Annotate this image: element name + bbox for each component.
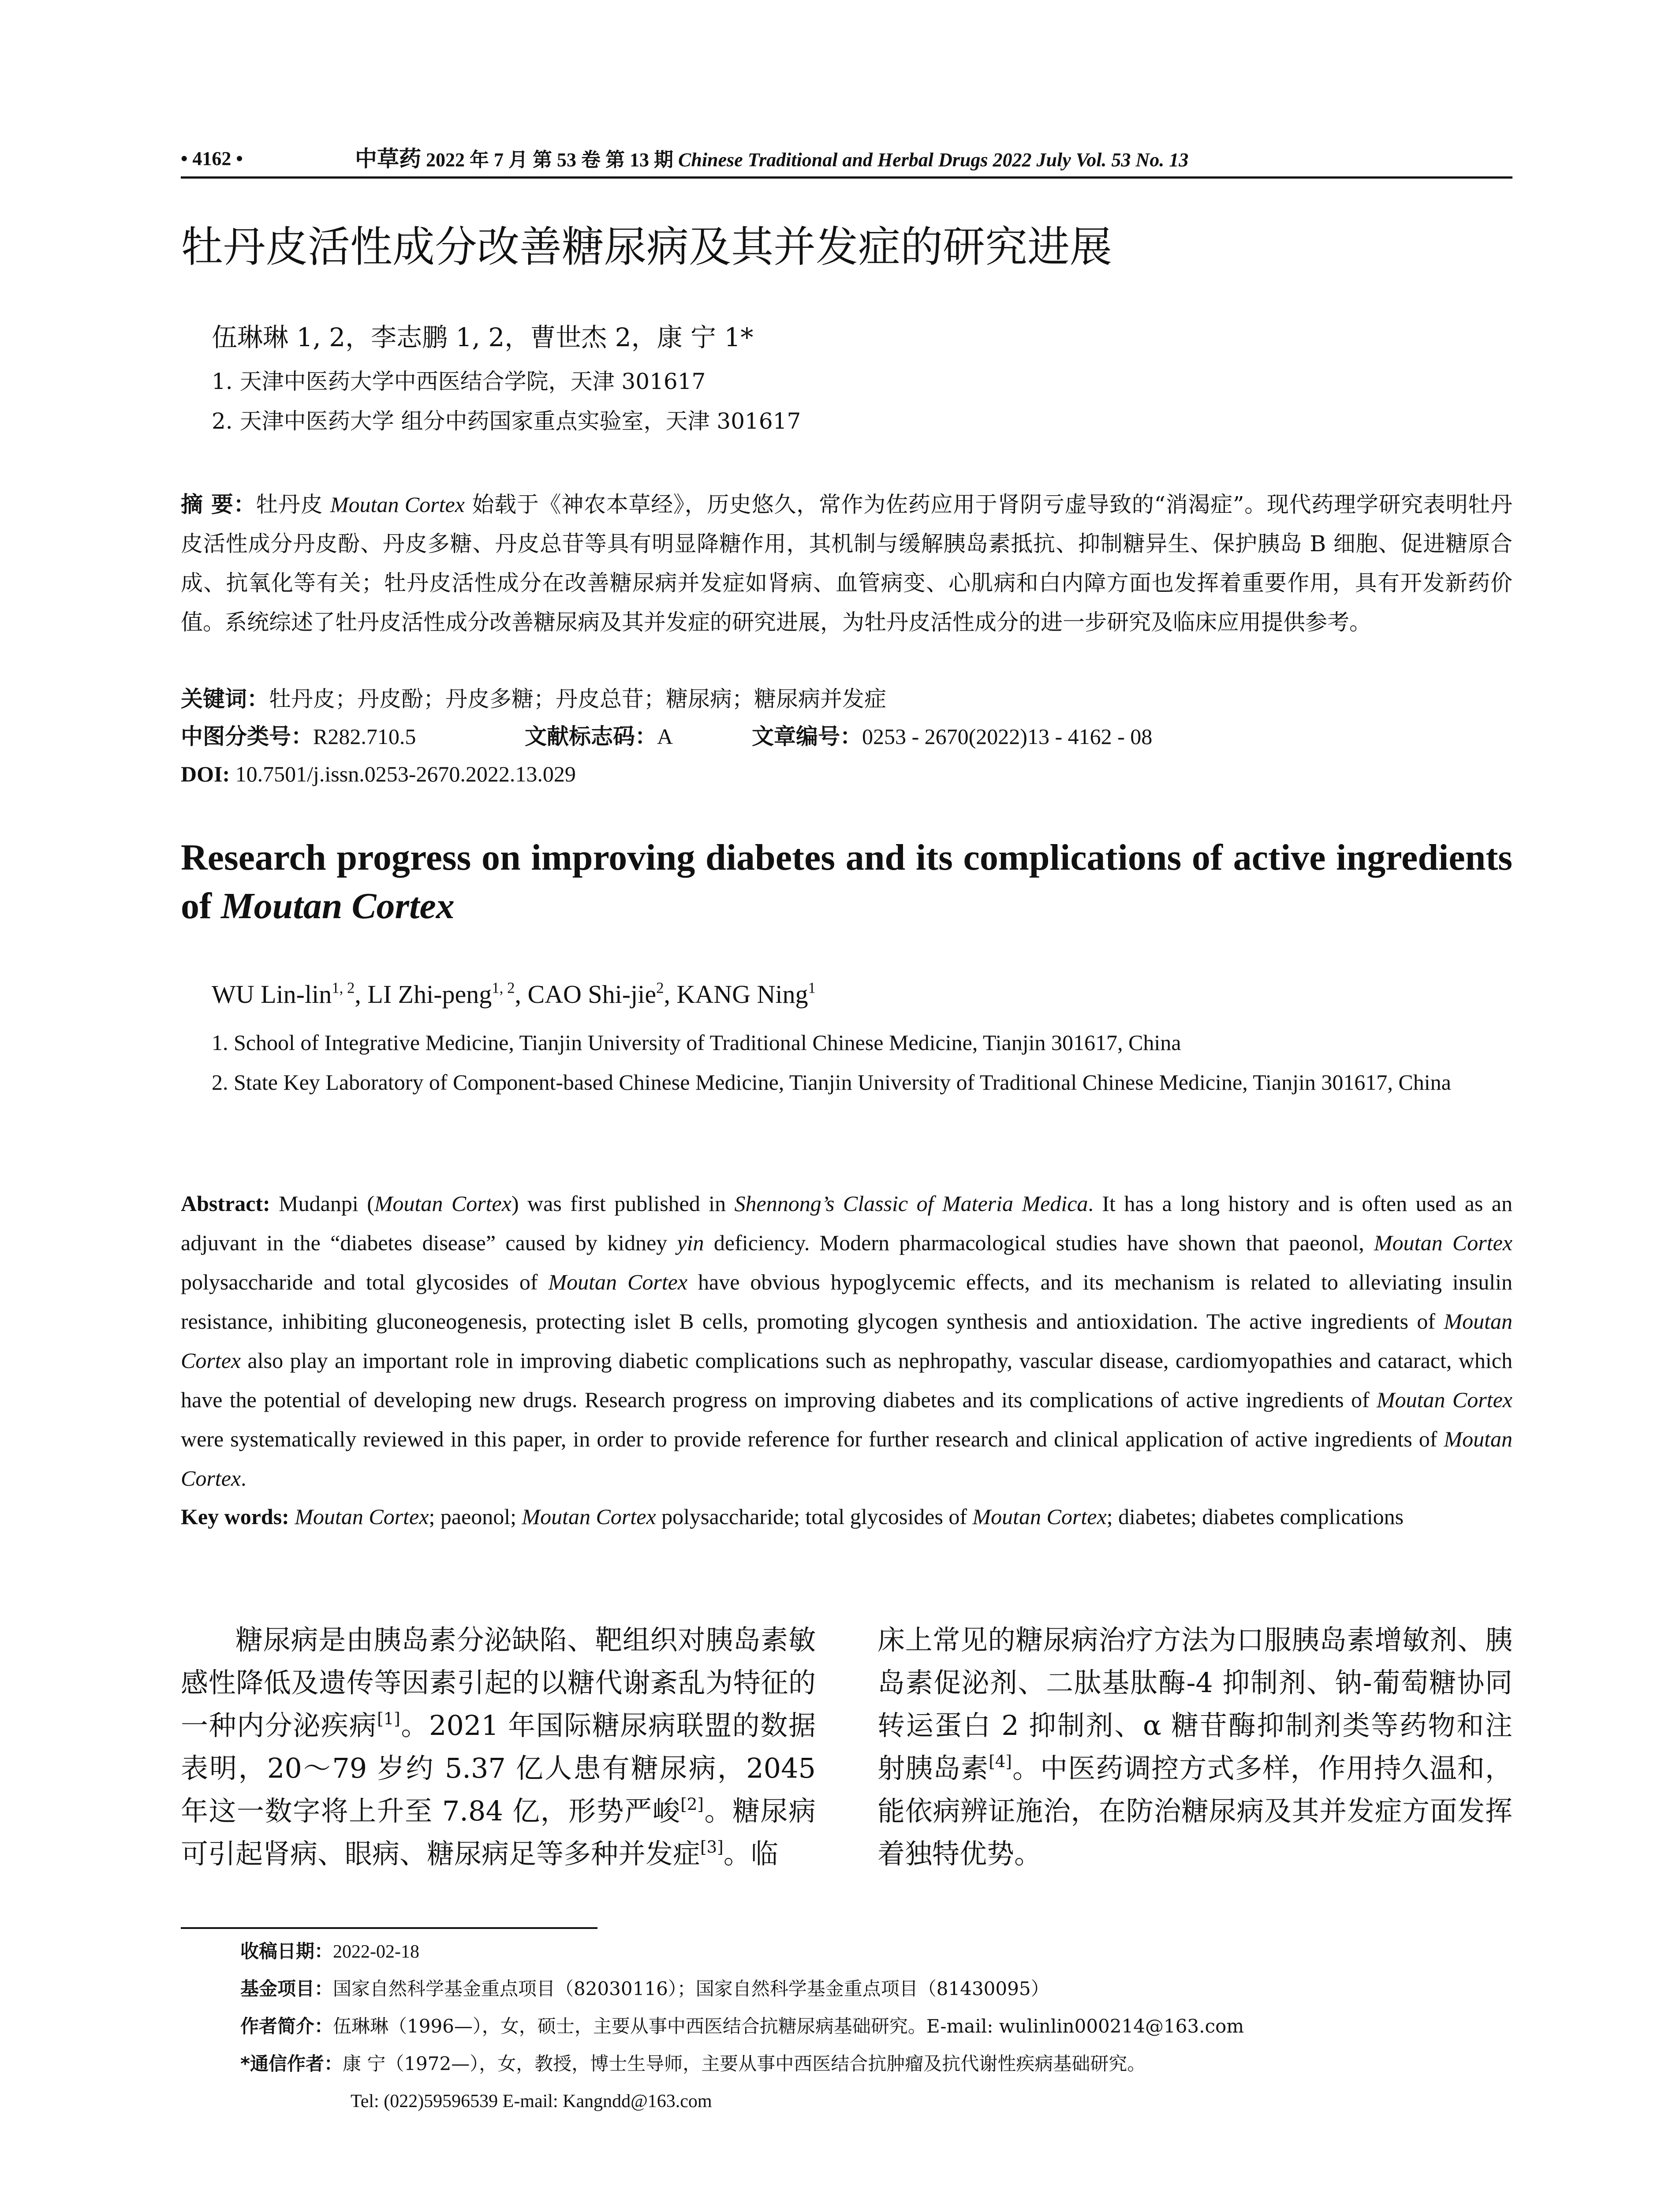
keywords-cn: 关键词：牡丹皮；丹皮酚；丹皮多糖；丹皮总苷；糖尿病；糖尿病并发症 [181, 686, 886, 712]
affiliation-cn-2: 2. 天津中医药大学 组分中药国家重点实验室，天津 301617 [212, 408, 801, 434]
keywords-en: Key words: Moutan Cortex; paeonol; Moutan Cortex polysaccharide; total glycosides of Moutan Cortex; diabetes; diabetes complications [181, 1504, 1404, 1529]
footnote-rule [181, 1927, 597, 1929]
affiliation-en-1: 1. School of Integrative Medicine, Tianjin University of Traditional Chinese Medicine, Tianjin 301617, China [212, 1030, 1181, 1055]
journal-line [355, 143, 1188, 176]
title-cn: 牡丹皮活性成分改善糖尿病及其并发症的研究进展 [181, 222, 1112, 272]
citation-ref: [1] [377, 1708, 400, 1728]
body-column-right: 床上常见的糖尿病治疗方法为口服胰岛素增敏剂、胰岛素促泌剂、二肽基肽酶-4 抑制剂、钠-葡萄糖协同转运蛋白 2 抑制剂、α 糖苷酶抑制剂类等药物和注射胰岛素[4]。中医药调控方式多样，作用持久温和，能依病辨证施治，在防治糖尿病及其并发症方面发挥着独特优势。 [877, 1624, 1512, 1870]
clc-number: R282.710.5 [313, 724, 416, 749]
citation-ref: [4] [989, 1751, 1012, 1771]
footnote-contact: Tel: (022)59596539 E-mail: Kangndd@163.com [351, 2091, 712, 2112]
abstract-en: Abstract: Mudanpi (Moutan Cortex) was first published in Shennong’s Classic of Materia Medica. It has a long history and is often used as an adjuvant in the “diabetes disease” caused by kidney yin deficiency. Modern pharmacological studies have shown that paeonol, Moutan Cortex polysaccharide and total glycosides of Moutan Cortex have obvious hypoglycemic effects, and its mechanism is related to alleviating insulin resistance, inhibiting gluconeogenesis, protecting islet B cells, promoting glycogen synthesis and antioxidation. The active ingredients of Moutan Cortex also play an important role in improving diabetic complications such as nephropathy, vascular disease, cardiomyopathies and cataract, which have the potential of developing new drugs. Research progress on improving diabetes and its complications of active ingredients of Moutan Cortex were systematically reviewed in this paper, in order to provide reference for further research and clinical application of active ingredients of Moutan Cortex. [181, 1191, 1512, 1491]
authors-en: WU Lin-lin$^{1, 2}$, LI Zhi-peng$^{1, 2}$, CAO Shi-jie$^2$, KANG Ning$^1$ [212, 979, 816, 1009]
running-header [181, 143, 1512, 174]
doi-value: 10.7501/j.issn.0253-2670.2022.13.029 [230, 762, 576, 786]
document-code: A [657, 724, 673, 749]
citation-ref: [2] [680, 1794, 704, 1814]
affiliation-cn-1: 1. 天津中医药大学中西医结合学院，天津 301617 [212, 369, 706, 394]
authors-cn: 伍琳琳 1, 2，李志鹏 1, 2，曹世杰 2，康 宁 1* [212, 322, 754, 352]
journal-name-cn: 中草药 [355, 146, 421, 171]
abstract-cn-label: 摘 要： [181, 492, 256, 517]
issue-cn: 2022 年 7 月 第 53 卷 第 13 期 [421, 149, 678, 171]
affiliation-en-2: 2. State Key Laboratory of Component-based Chinese Medicine, Tianjin University of Traditional Chinese Medicine, Tianjin 301617, China [212, 1070, 1451, 1095]
footnote-author: 作者简介：伍琳琳（1996—），女，硕士，主要从事中西医结合抗糖尿病基础研究。E-mail: wulinlin000214@163.com [240, 2015, 1244, 2037]
doi-line [181, 756, 576, 792]
title-en: Research progress on improving diabetes and its complications of active ingredients of Moutan Cortex [181, 837, 1512, 927]
page-number: • 4162 • [181, 148, 243, 169]
issue-en: Chinese Traditional and Herbal Drugs 2022 July Vol. 53 No. 13 [678, 149, 1189, 171]
footnote-received: 收稿日期：2022-02-18 [240, 1940, 419, 1962]
footnote-fund: 基金项目：国家自然科学基金重点项目（82030116）；国家自然科学基金重点项目（81430095） [240, 1978, 1049, 1999]
citation-ref: [3] [700, 1837, 724, 1857]
keywords-en-label: Key words: [181, 1504, 289, 1529]
footnote-corresponding: *通信作者：康 宁（1972—），女，教授，博士生导师，主要从事中西医结合抗肿瘤及抗代谢性疾病基础研究。 [240, 2053, 1146, 2074]
abstract-cn: 摘 要：牡丹皮 Moutan Cortex 始载于《神农本草经》，历史悠久，常作为佐药应用于肾阴亏虚导致的“消渴症”。现代药理学研究表明牡丹皮活性成分丹皮酚、丹皮多糖、丹皮总苷等具有明显降糖作用，其机制与缓解胰岛素抵抗、抑制糖异生、保护胰岛 B 细胞、促进糖原合成、抗氧化等有关；牡丹皮活性成分在改善糖尿病并发症如肾病、血管病变、心肌病和白内障方面也发挥着重要作用，具有开发新药价值。系统综述了牡丹皮活性成分改善糖尿病及其并发症的研究进展，为牡丹皮活性成分的进一步研究及临床应用提供参考。 [181, 492, 1512, 635]
article-number: 0253 - 2670(2022)13 - 4162 - 08 [862, 724, 1153, 749]
header-rule [181, 176, 1512, 179]
abstract-en-label: Abstract: [181, 1191, 270, 1216]
body-column-left: 糖尿病是由胰岛素分泌缺陷、靶组织对胰岛素敏感性降低及遗传等因素引起的以糖代谢紊乱为特征的一种内分泌疾病[1]。2021 年国际糖尿病联盟的数据表明，20～79 岁约 5.37 亿人患有糖尿病，2045 年这一数字将上升至 7.84 亿，形势严峻[2]。糖尿病可引起肾病、眼病、糖尿病足等多种并发症[3]。临 [181, 1624, 816, 1870]
doi-label: DOI: [181, 762, 230, 786]
